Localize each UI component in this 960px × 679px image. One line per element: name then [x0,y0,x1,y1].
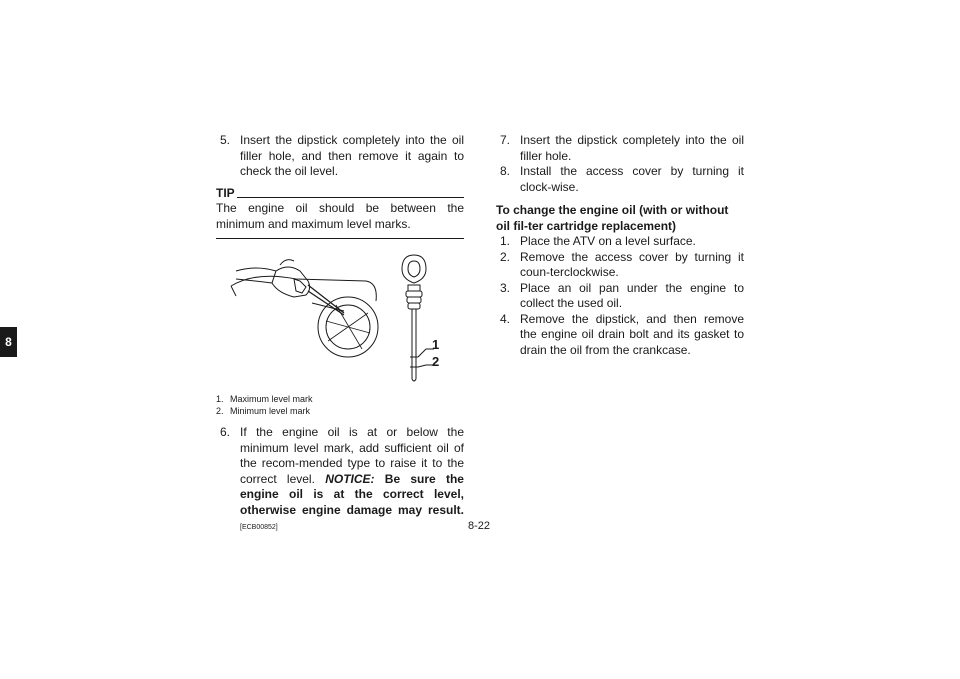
dipstick-figure [216,241,464,386]
notice-label: NOTICE: [325,471,375,486]
callout-2: 2 [432,354,440,369]
tip-title: TIP [216,185,235,200]
step-6 [216,425,464,536]
chapter-tab [0,327,17,357]
notice-code: [ECB00852] [240,524,278,531]
step-text: Insert the dipstick completely into the oil filler hole. [520,133,744,163]
step-number: 4. [500,311,511,326]
figure-captions [216,393,464,417]
caption-number: 2. [216,406,224,416]
change-step-3 [496,281,744,312]
caption-number: 1. [216,394,224,404]
step-number: 6. [220,425,231,439]
tip-heading [216,186,464,202]
left-column [216,133,464,536]
notice-text: Be sure the engine oil is at the correct level, otherwise engine damage may result. [240,471,464,517]
step-number: 2. [500,249,511,264]
chapter-number: 8 [5,335,12,349]
caption-text: Minimum level mark [230,406,311,416]
step-8 [496,164,744,195]
step-text: Remove the dipstick, and then remove the engine oil drain bolt and its gasket to drain the oil from the crankcase. [520,311,744,357]
change-step-1 [496,234,744,250]
section-heading: To change the engine oil (with or without oil fil-ter cartridge replacement) [496,203,729,233]
step-text: Place the ATV on a level surface. [520,234,696,248]
step-number: 7. [500,133,511,147]
step-text: Insert the dipstick completely into the oil filler hole, and then remove it again to check the oil level. [240,133,464,178]
dipstick-illustration [216,241,464,386]
page-number: 8-22 [468,520,491,532]
change-step-4 [496,312,744,359]
step-7 [496,133,744,164]
caption-2 [216,405,464,417]
step-text [240,425,464,536]
right-column [496,133,744,358]
step-text: Place an oil pan under the engine to collect the used oil. [520,280,744,310]
tip-rule [237,189,464,198]
caption-text: Maximum level mark [230,394,313,404]
callout-1: 1 [432,337,440,352]
change-step-2 [496,250,744,281]
step-number: 3. [500,280,511,295]
step-number: 5. [220,133,231,147]
step-6-body: If the engine oil is at or below the minimum level mark, add sufficient oil of the recom-mended type to raise it to the correct level. [240,425,464,486]
tip-body: The engine oil should be between the minimum and maximum level marks. [216,201,464,239]
caption-1 [216,393,464,405]
step-text: Install the access cover by turning it clock-wise. [520,164,744,194]
step-number: 1. [500,234,511,248]
step-text: Remove the access cover by turning it coun-terclockwise. [520,249,744,279]
step-number: 8. [500,164,511,178]
step-5 [216,133,464,180]
